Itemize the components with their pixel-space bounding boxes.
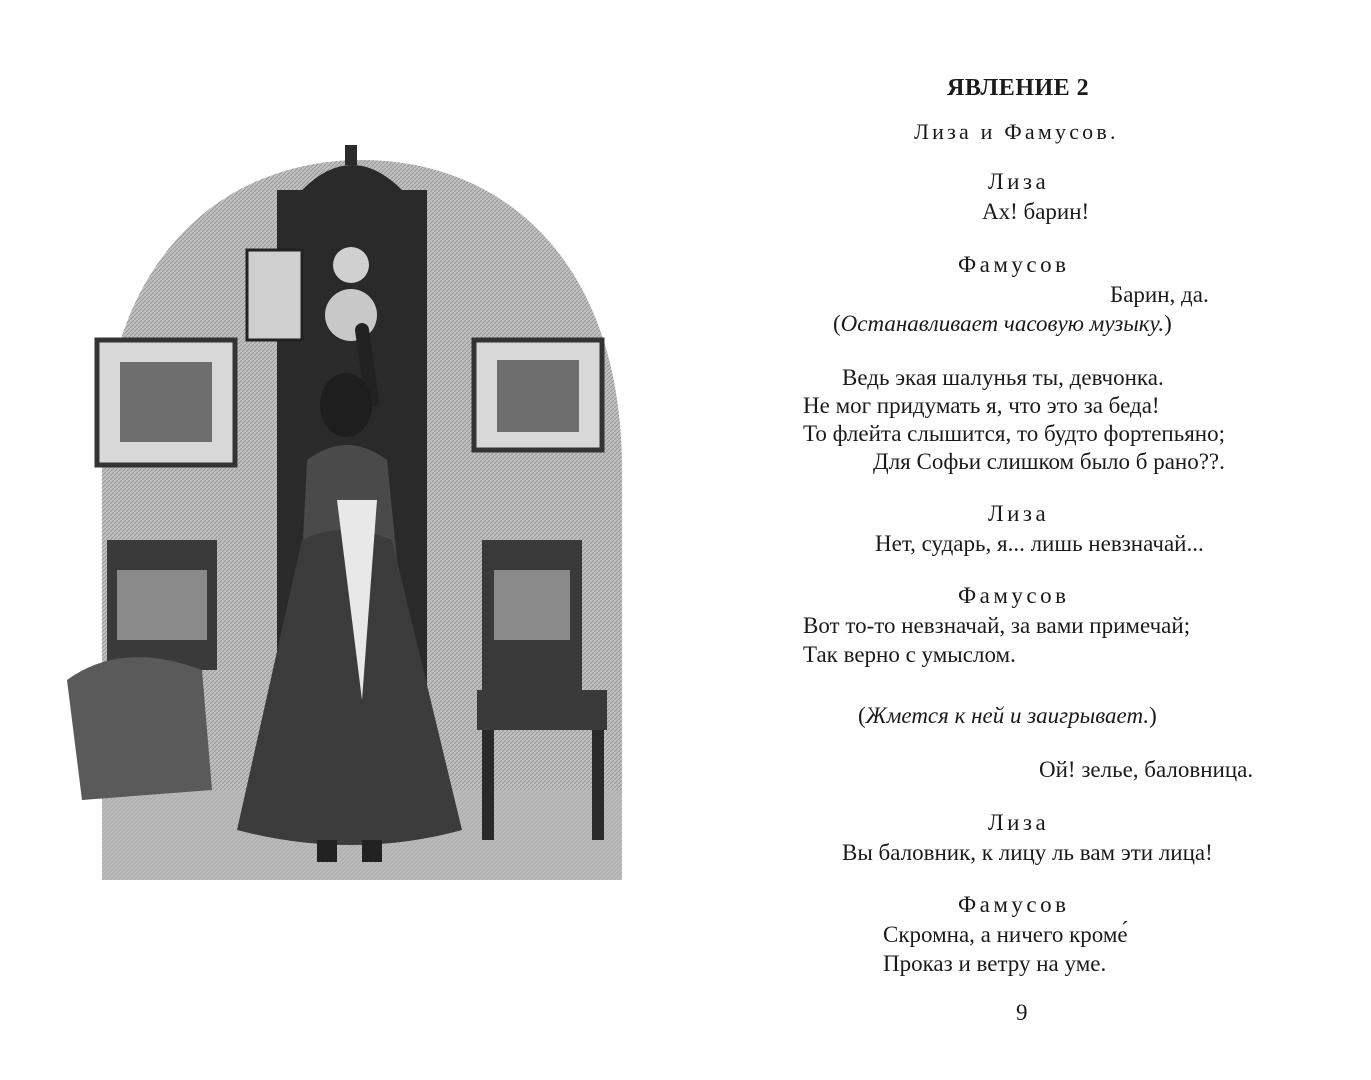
dialogue-line: Скромна, а ничего кроме́ bbox=[883, 922, 1128, 947]
dialogue-line: Барин, да. bbox=[1110, 282, 1209, 307]
right-page bbox=[690, 0, 1371, 1080]
scene-title: ЯВЛЕНИЕ 2 bbox=[947, 75, 1090, 101]
dialogue-line: Ведь экая шалунья ты, девчонка. bbox=[842, 365, 1164, 390]
stage-direction bbox=[858, 702, 1157, 730]
dialogue-line: Не мог придумать я, что это за беда! bbox=[803, 393, 1160, 418]
paren-open: ( bbox=[858, 703, 866, 728]
speaker-name: Фамусов bbox=[958, 583, 1070, 608]
stage-direction-text: Останавливает часовую музыку. bbox=[840, 311, 1165, 336]
dialogue-line: Ой! зелье, баловница. bbox=[1039, 757, 1254, 782]
dialogue-line: Нет, сударь, я... лишь невзначай... bbox=[875, 531, 1204, 556]
paren-open: ( bbox=[833, 311, 841, 336]
paren-close: ) bbox=[1149, 703, 1157, 728]
stage-direction-text: Жмется к ней и заигрывает. bbox=[865, 703, 1150, 728]
dialogue-line: То флейта слышится, то будто фортепьяно; bbox=[803, 421, 1225, 446]
dialogue-line: Ах! барин! bbox=[982, 199, 1090, 224]
illustration-vignette bbox=[62, 140, 644, 900]
speaker-name: Лиза bbox=[988, 501, 1050, 526]
speaker-name: Фамусов bbox=[958, 892, 1070, 917]
scene-cast: Лиза и Фамусов. bbox=[914, 119, 1119, 144]
dialogue-line: Вы баловник, к лицу ль вам эти лица! bbox=[842, 840, 1213, 865]
dialogue-line: Проказ и ветру на уме. bbox=[883, 951, 1107, 976]
page-number: 9 bbox=[1016, 1000, 1028, 1025]
dialogue-line: Для Софьи слишком было б рано??. bbox=[873, 449, 1225, 474]
stage-direction bbox=[833, 310, 1172, 338]
speaker-name: Лиза bbox=[988, 810, 1050, 835]
paren-close: ) bbox=[1164, 311, 1172, 336]
dialogue-line: Так верно с умыслом. bbox=[803, 642, 1016, 667]
speaker-name: Лиза bbox=[988, 169, 1050, 194]
dialogue-line: Вот то-то невзначай, за вами примечай; bbox=[803, 613, 1191, 638]
speaker-name: Фамусов bbox=[958, 252, 1070, 277]
